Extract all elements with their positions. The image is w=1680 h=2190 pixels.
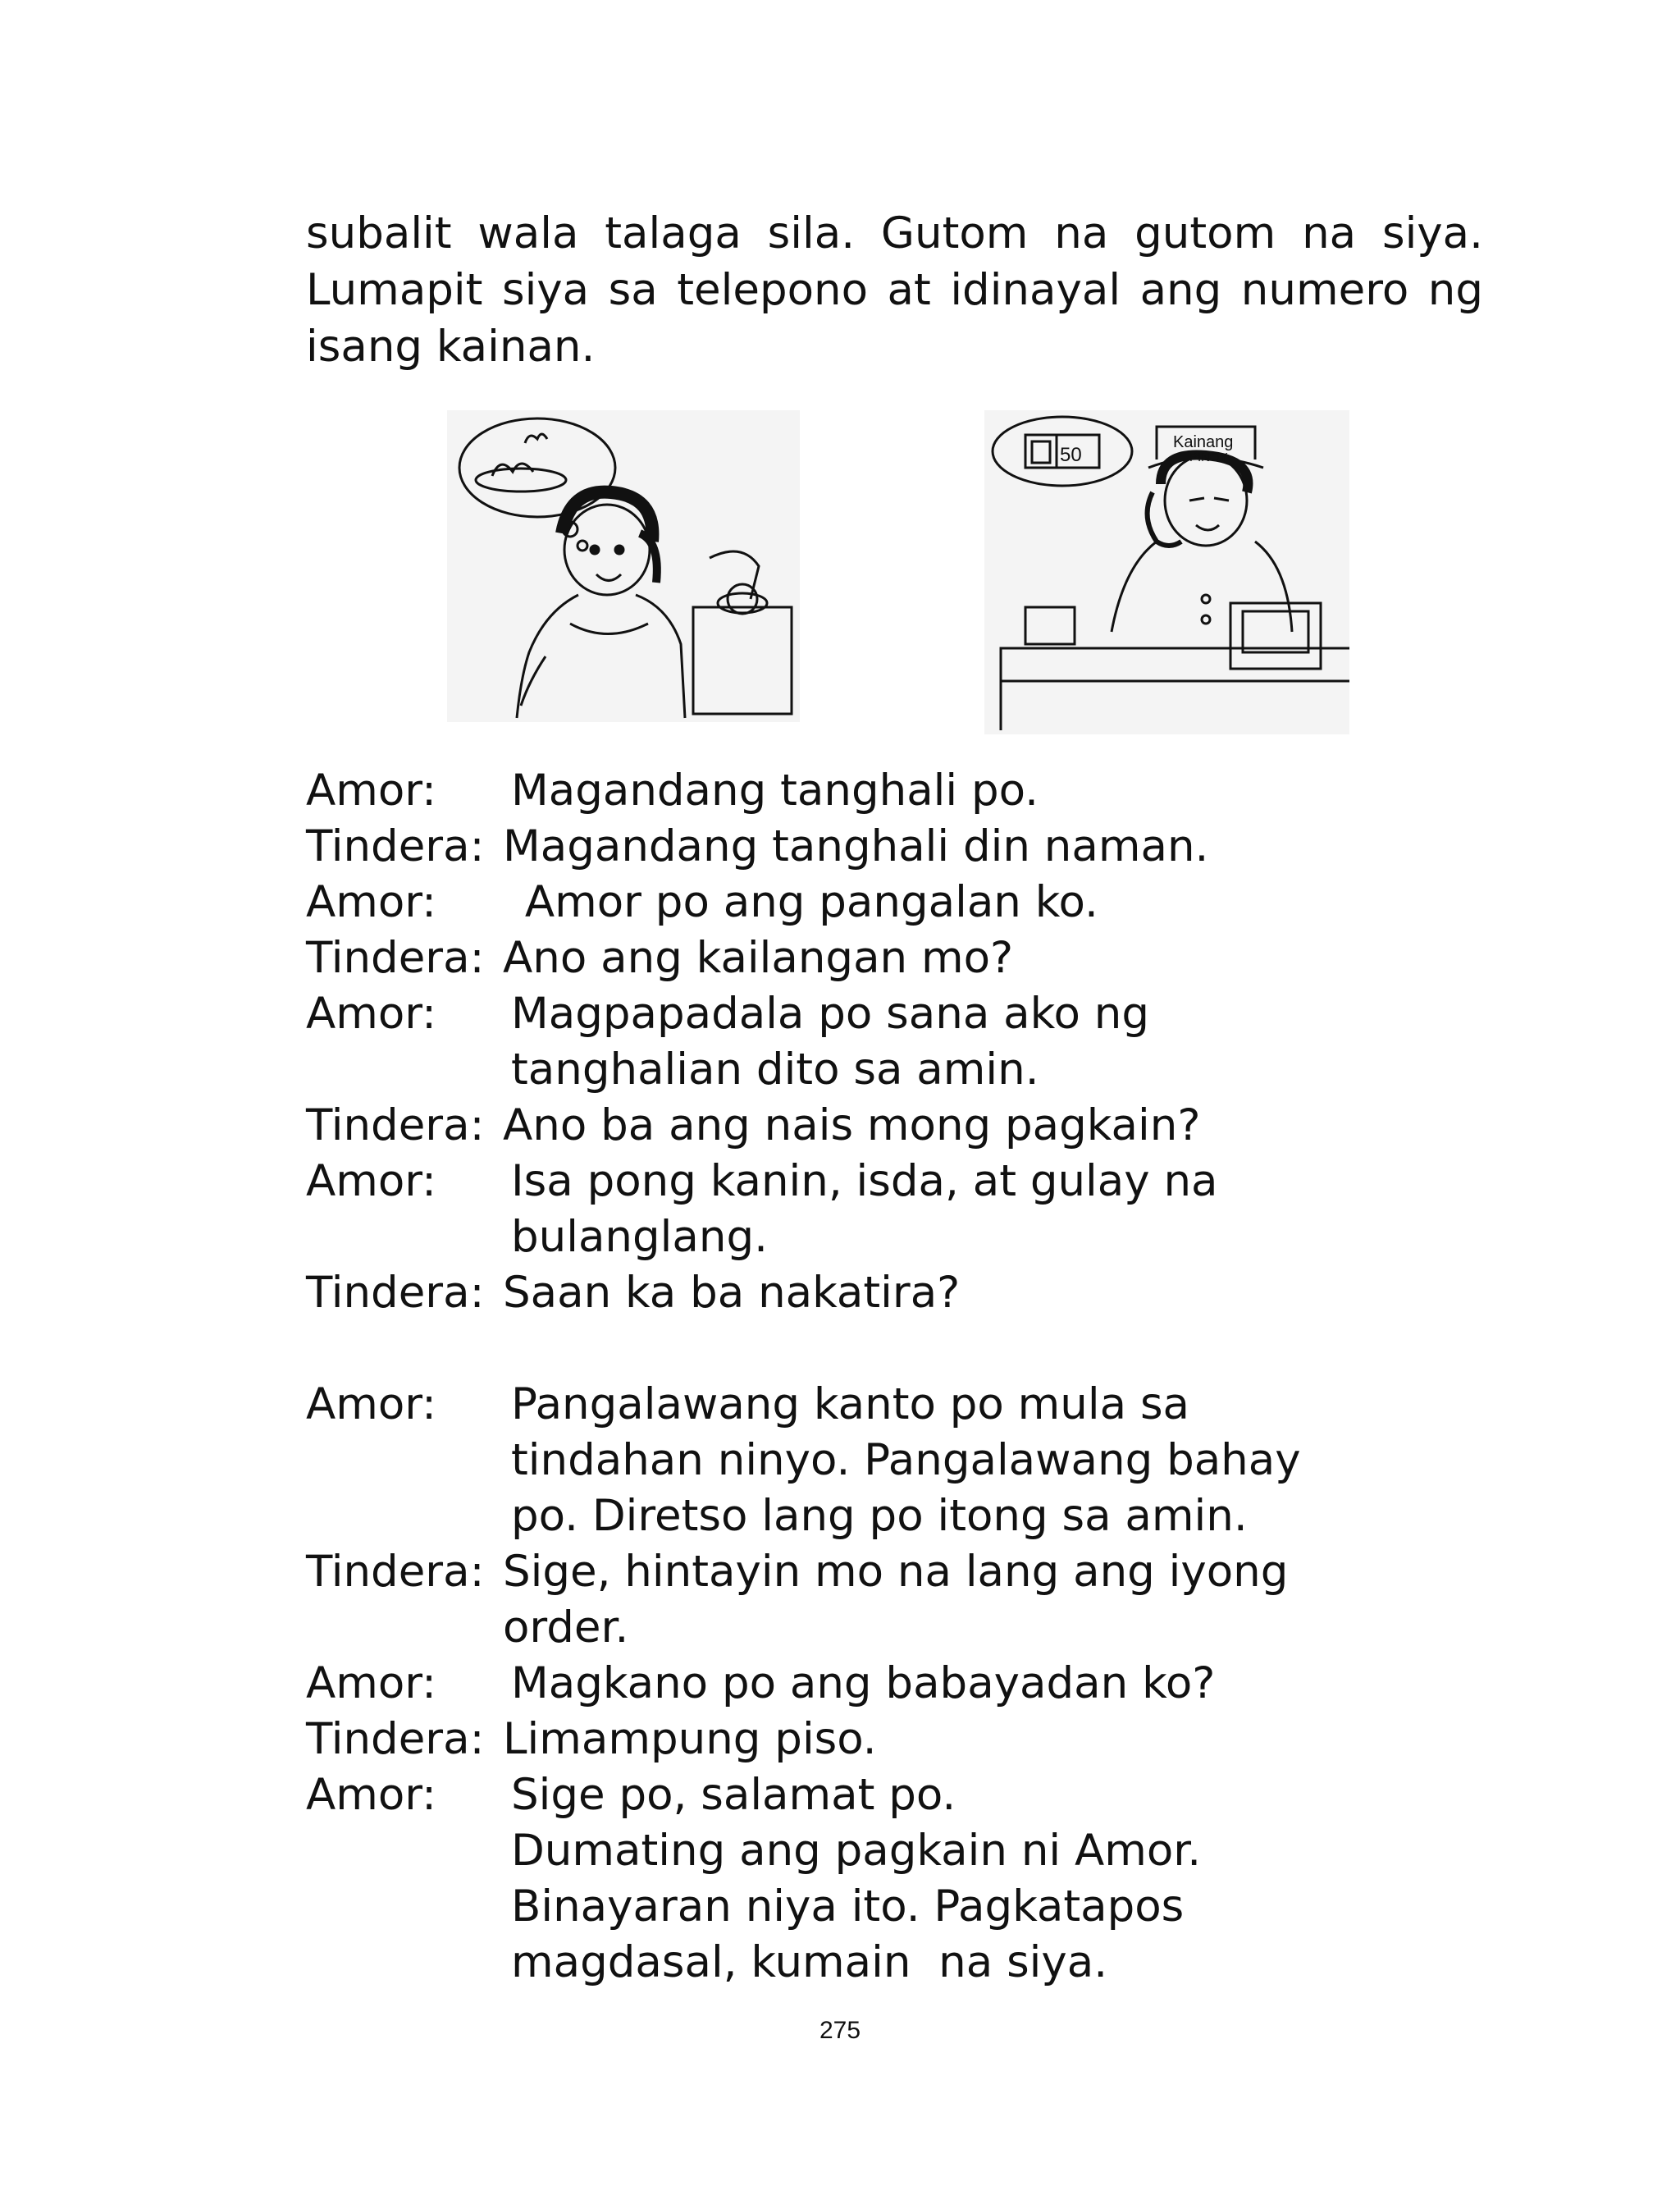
speech-line: Ano ba ang nais mong pagkain? [503,1100,1201,1150]
dialogue-turn [306,1377,1536,1544]
dialogue-turn [306,930,1536,986]
dialogue [306,763,1536,1991]
speech-text [503,1544,1536,1656]
speech-line: order. [503,1602,629,1653]
dialogue-turn [306,1265,1536,1321]
hat-label-2: PINOY [1189,450,1228,464]
speech-line: tindahan ninyo. Pangalawang bahay [511,1435,1301,1485]
speech-line: bulanglang. [511,1212,768,1262]
speech-line: Isa pong kanin, isda, at gulay na [511,1156,1218,1206]
speaker-name: Tindera: [306,821,485,871]
hat-label: Kainang [1173,433,1234,451]
speech-text [503,1265,1536,1321]
speaker-name: Tindera: [306,1100,485,1150]
speaker-name: Amor: [306,1156,437,1206]
speech-text [511,875,1536,930]
speech-line: po. Diretso lang po itong sa amin. [511,1491,1248,1541]
dialogue-turn [306,1656,1536,1712]
amor-drawing [447,410,800,722]
speech-line: Amor po ang pangalan ko. [511,877,1098,927]
speech-line: Magandang tanghali din naman. [503,821,1209,871]
price-sign-label: 50 [1060,444,1082,466]
speaker-name: Tindera: [306,1547,485,1597]
speaker-name: Amor: [306,1379,437,1429]
narration [511,1823,1536,1991]
illustration-tindera-answering [984,410,1349,734]
dialogue-turn [306,1712,1536,1767]
speaker-name: Amor: [306,1658,437,1708]
speech-text [503,930,1536,986]
speaker-name: Amor: [306,1770,437,1820]
intro-line: subalit wala talaga sila. Gutom na gutom na siya. [306,208,1483,258]
tindera-drawing [984,410,1349,734]
speaker-name: Tindera: [306,1268,485,1318]
dialogue-turn [306,763,1536,819]
speech-line: Sige po, salamat po. [511,1770,956,1820]
speaker-name: Tindera: [306,933,485,983]
speech-text [511,1377,1536,1544]
speech-line: Magkano po ang babayadan ko? [511,1658,1216,1708]
speech-text [503,1712,1536,1767]
speaker-name: Tindera: [306,1714,485,1764]
narration-line: Binayaran niya ito. Pagkatapos [511,1881,1185,1932]
intro-line: Lumapit siya sa telepono at idinayal ang numero ng [306,265,1483,315]
speech-line: Magandang tanghali po. [511,766,1039,816]
dialogue-gap [306,1321,1536,1377]
speech-line: Limampung piso. [503,1714,877,1764]
speech-text [511,986,1536,1098]
speech-line: Ano ang kailangan mo? [503,933,1014,983]
speech-line: Saan ka ba nakatira? [503,1268,961,1318]
intro-paragraph [306,205,1483,375]
page-number: 275 [819,2017,861,2044]
dialogue-turn [306,1767,1536,1823]
speech-text [511,1154,1536,1265]
intro-line: isang kainan. [306,322,596,372]
dialogue-turn [306,819,1536,875]
speech-text [511,1656,1536,1712]
speech-text [503,819,1536,875]
speaker-name: Amor: [306,766,437,816]
dialogue-turn [306,875,1536,930]
speaker-name: Amor: [306,877,437,927]
speech-line: tanghalian dito sa amin. [511,1045,1039,1095]
dialogue-turn [306,986,1536,1098]
speech-line: Pangalawang kanto po mula sa [511,1379,1190,1429]
speech-text [511,763,1536,819]
narration-line: magdasal, kumain na siya. [511,1937,1108,1987]
speech-text [511,1767,1536,1823]
speech-line: Sige, hintayin mo na lang ang iyong [503,1547,1289,1597]
speech-line: Magpapadala po sana ako ng [511,989,1149,1039]
illustration-amor-calling [447,410,800,722]
dialogue-turn [306,1154,1536,1265]
dialogue-turn [306,1544,1536,1656]
speech-text [503,1098,1536,1154]
narration-line: Dumating ang pagkain ni Amor. [511,1826,1202,1876]
dialogue-turn [306,1098,1536,1154]
speaker-name: Amor: [306,989,437,1039]
